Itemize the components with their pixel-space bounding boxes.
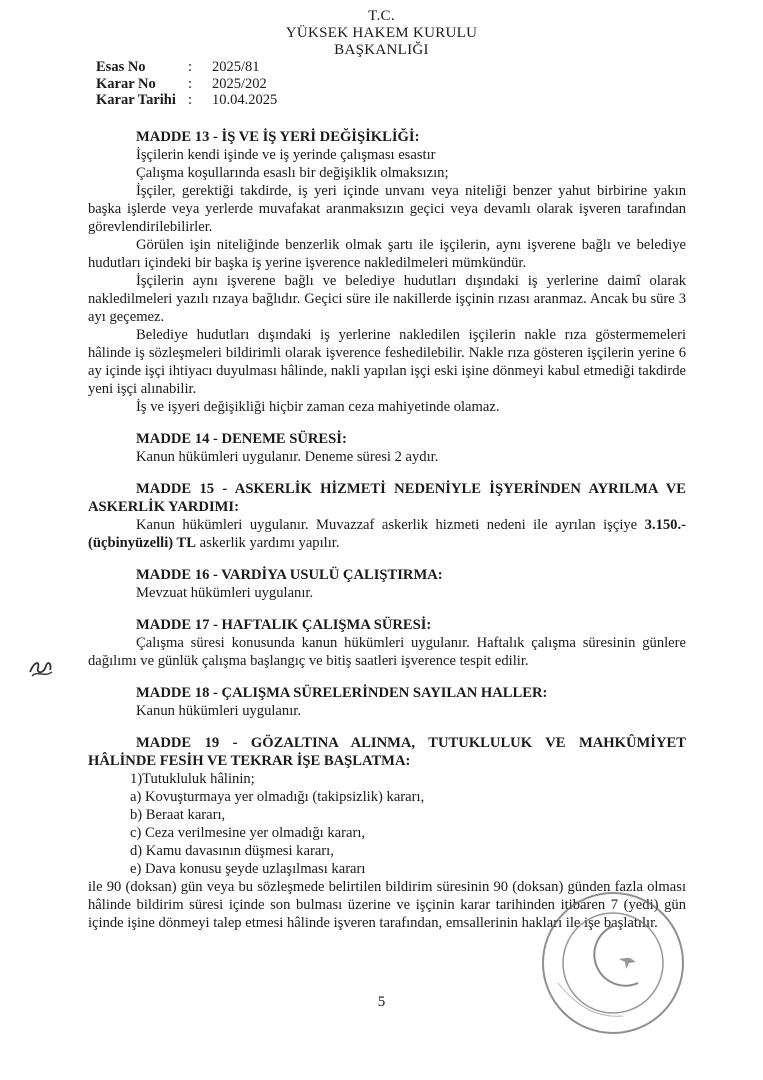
- article-19-title: MADDE 19 - GÖZALTINA ALINMA, TUTUKLULUK VE MAHKÛMİYET HÂLİNDE FESİH VE TEKRAR İŞE BAŞLATMA:: [88, 735, 686, 769]
- article-13-title: MADDE 13 - İŞ VE İŞ YERİ DEĞİŞİKLİĞİ:: [136, 129, 420, 145]
- header-presidency: BAŞKANLIĞI: [334, 42, 429, 58]
- decision-number-value: 2025/202: [212, 75, 267, 92]
- decision-number-label: Karar No: [96, 75, 156, 92]
- case-number-value: 2025/81: [212, 59, 260, 75]
- article-17-title: MADDE 17 - HAFTALIK ÇALIŞMA SÜRESİ:: [136, 617, 432, 633]
- list-item: e) Dava konusu şeyde uzlaşılması kararı: [130, 861, 366, 877]
- list-item: d) Kamu davasının düşmesi kararı,: [130, 843, 334, 859]
- article-13-p3: İşçiler, gerektiği takdirde, iş yeri içinde unvanı veya niteliği benzer yahut birbirine yakın başka işlerde veya yerlerde muvafakat aranmaksızın geçici veya devamlı olarak işveren tarafından görevlendirilebilirler.: [88, 183, 686, 235]
- decision-date-label: Karar Tarihi: [96, 92, 176, 108]
- decision-date-row: [96, 92, 277, 109]
- list-item: c) Ceza verilmesine yer olmadığı kararı,: [130, 825, 366, 841]
- article-15-p1: [88, 516, 686, 552]
- header-tc: T.C.: [368, 8, 395, 24]
- case-number-row: [96, 59, 277, 76]
- article-13-p6: Belediye hudutları dışındaki iş yerlerine nakledilen işçilerin nakle rıza göstermemeleri hâlinde iş sözleşmeleri bildirimli olarak işverence feshedilebilir. Nakle rıza gösteren işçilerin yerine 6 ay içinde işçi ihtiyacı duyulması hâlinde, nakli yapılan işçi eski işine dönmeyi kabul etmediği takdirde yeni işçi alınabilir.: [88, 327, 686, 397]
- decision-number-row: [96, 76, 277, 93]
- article-13-p2: Çalışma koşullarında esaslı bir değişiklik olmaksızın;: [136, 165, 449, 181]
- article-14-p1: Kanun hükümleri uygulanır. Deneme süresi 2 aydır.: [136, 449, 439, 465]
- article-15-p1-c: askerlik yardımı yapılır.: [196, 535, 340, 551]
- signature-mark: [26, 652, 56, 682]
- page-number: 5: [377, 994, 386, 1010]
- article-16-title: MADDE 16 - VARDİYA USULÜ ÇALIŞTIRMA:: [136, 567, 443, 583]
- colon: :: [188, 92, 193, 108]
- article-13-p1: İşçilerin kendi işinde ve iş yerinde çalışması esastır: [136, 147, 436, 163]
- case-number-label: Esas No: [96, 59, 146, 75]
- article-19-conclusion: ile 90 (doksan) gün veya bu sözleşmede belirtilen bildirim süresinin 90 (doksan) günden fazla olması hâlinde bildirim süresi içinde son bulması üzerine ve işçinin karar tarihinden itibaren 7 (yedi) gün içinde işine dönmeyi talep etmesi hâlinde işveren tarafından, emsallerinin hakları ile işe başlatılır.: [88, 879, 686, 931]
- list-item: b) Beraat kararı,: [130, 807, 226, 823]
- article-13-p5: İşçilerin aynı işverene bağlı ve belediye hudutları dışındaki iş yerlerine daimî olarak nakledilmeleri yazılı rızaya bağlıdır. Geçici süre ile nakillerde işçinin rızası aranmaz. Ancak bu süre 3 ayı geçemez.: [88, 273, 686, 325]
- article-16-p1: Mevzuat hükümleri uygulanır.: [136, 585, 314, 601]
- list-item: a) Kovuşturmaya yer olmadığı (takipsizlik) kararı,: [130, 789, 425, 805]
- article-19-list: [88, 770, 686, 878]
- article-15-p1-a: Kanun hükümleri uygulanır. Muvazzaf askerlik hizmeti nedeni ile ayrılan işçiye: [136, 517, 638, 533]
- article-18-p1: Kanun hükümleri uygulanır.: [136, 703, 301, 719]
- article-15-title: MADDE 15 - ASKERLİK HİZMETİ NEDENİYLE İŞYERİNDEN AYRILMA VE ASKERLİK YARDIMI:: [88, 481, 686, 515]
- article-13-p7: İş ve işyeri değişikliği hiçbir zaman ceza mahiyetinde olamaz.: [136, 399, 500, 415]
- colon: :: [188, 59, 193, 75]
- header-institution: YÜKSEK HAKEM KURULU: [285, 25, 478, 41]
- list-item: 1)Tutukluluk hâlinin;: [130, 771, 255, 787]
- decision-date-value: 10.04.2025: [212, 92, 278, 108]
- official-seal: [538, 888, 688, 1038]
- article-15-amount: 3.150.-(üçbinyüzelli) TL: [88, 517, 686, 551]
- colon: :: [188, 75, 193, 92]
- article-14-title: MADDE 14 - DENEME SÜRESİ:: [136, 431, 347, 447]
- article-17-p1: Çalışma süresi konusunda kanun hükümleri uygulanır. Haftalık çalışma süresinin günlere dağılımı ve günlük çalışma başlangıç ve bitiş saatleri işverence tespit edilir.: [88, 635, 686, 669]
- document-body: [88, 128, 686, 932]
- case-meta: [96, 59, 277, 109]
- article-18-title: MADDE 18 - ÇALIŞMA SÜRELERİNDEN SAYILAN HALLER:: [136, 685, 548, 701]
- article-13-p4: Görülen işin niteliğinde benzerlik olmak şartı ile işçilerin, aynı işverene bağlı ve belediye hudutları içindeki bir başka iş yerine işverence nakledilmeleri mümkündür.: [88, 237, 686, 271]
